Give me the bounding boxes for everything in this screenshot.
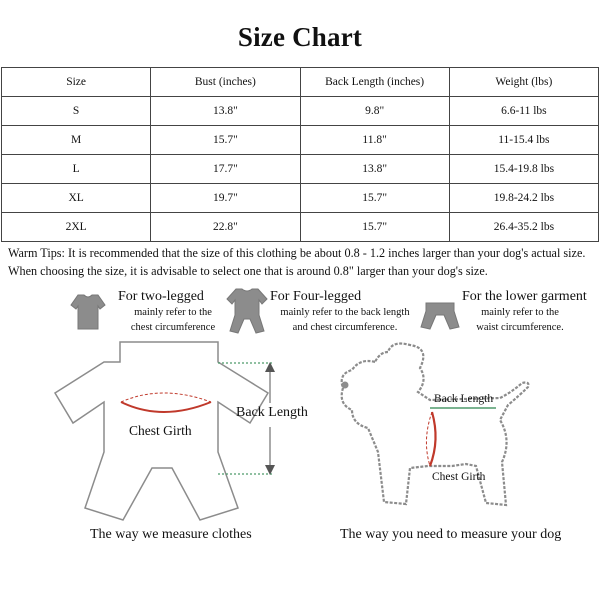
cell-back-length: 15.7"	[300, 213, 449, 242]
cell-back-length: 9.8"	[300, 97, 449, 126]
cell-size: S	[2, 97, 151, 126]
header-weight: Weight (lbs)	[449, 68, 598, 97]
cell-weight: 11-15.4 lbs	[449, 126, 598, 155]
guide-four-legged-title: For Four-legged	[270, 289, 362, 304]
guide-two-legged-line2: chest circumference	[130, 322, 216, 333]
guide-lower-garment-line2: waist circumference.	[476, 322, 564, 333]
cell-weight: 19.8-24.2 lbs	[449, 184, 598, 213]
guide-lower-garment-line1: mainly refer to the	[481, 307, 559, 318]
guide-four-legged-line1: mainly refer to the back length	[280, 307, 410, 318]
header-bust: Bust (inches)	[151, 68, 300, 97]
cell-weight: 6.6-11 lbs	[449, 97, 598, 126]
page-title: Size Chart	[237, 22, 363, 52]
cell-back-length: 11.8"	[300, 126, 449, 155]
guide-lower-garment-title: For the lower garment	[462, 289, 587, 304]
guide-two-legged-line1: mainly refer to the	[134, 307, 212, 318]
cell-size: 2XL	[2, 213, 151, 242]
clothes-chest-label: Chest Girth	[129, 423, 192, 438]
cell-back-length: 15.7"	[300, 184, 449, 213]
warm-tips: Warm Tips: It is recommended that the size of this clothing be about 0.8 - 1.2 inches larger than your dog's actual size. When choosing the size, it is advisable to select one that is around 0.8" larger than your dog's size.	[8, 246, 586, 278]
dog-chest-label: Chest Girth	[432, 471, 486, 483]
cell-bust: 15.7"	[151, 126, 300, 155]
dog-back-label: Back Length	[434, 393, 494, 405]
guide-four-legged-line2: and chest circumference.	[292, 322, 398, 333]
cell-size: L	[2, 155, 151, 184]
dog-caption: The way you need to measure your dog	[340, 527, 562, 542]
cell-back-length: 13.8"	[300, 155, 449, 184]
cell-size: M	[2, 126, 151, 155]
cell-bust: 17.7"	[151, 155, 300, 184]
cell-bust: 19.7"	[151, 184, 300, 213]
cell-bust: 22.8"	[151, 213, 300, 242]
cell-weight: 15.4-19.8 lbs	[449, 155, 598, 184]
header-size: Size	[2, 68, 151, 97]
guide-two-legged-title: For two-legged	[118, 289, 204, 304]
cell-size: XL	[2, 184, 151, 213]
cell-weight: 26.4-35.2 lbs	[449, 213, 598, 242]
header-back-length: Back Length (inches)	[300, 68, 449, 97]
clothes-back-label: Back Length	[236, 405, 308, 420]
clothes-caption: The way we measure clothes	[90, 527, 252, 542]
cell-bust: 13.8"	[151, 97, 300, 126]
dog-eye-icon	[342, 382, 349, 389]
